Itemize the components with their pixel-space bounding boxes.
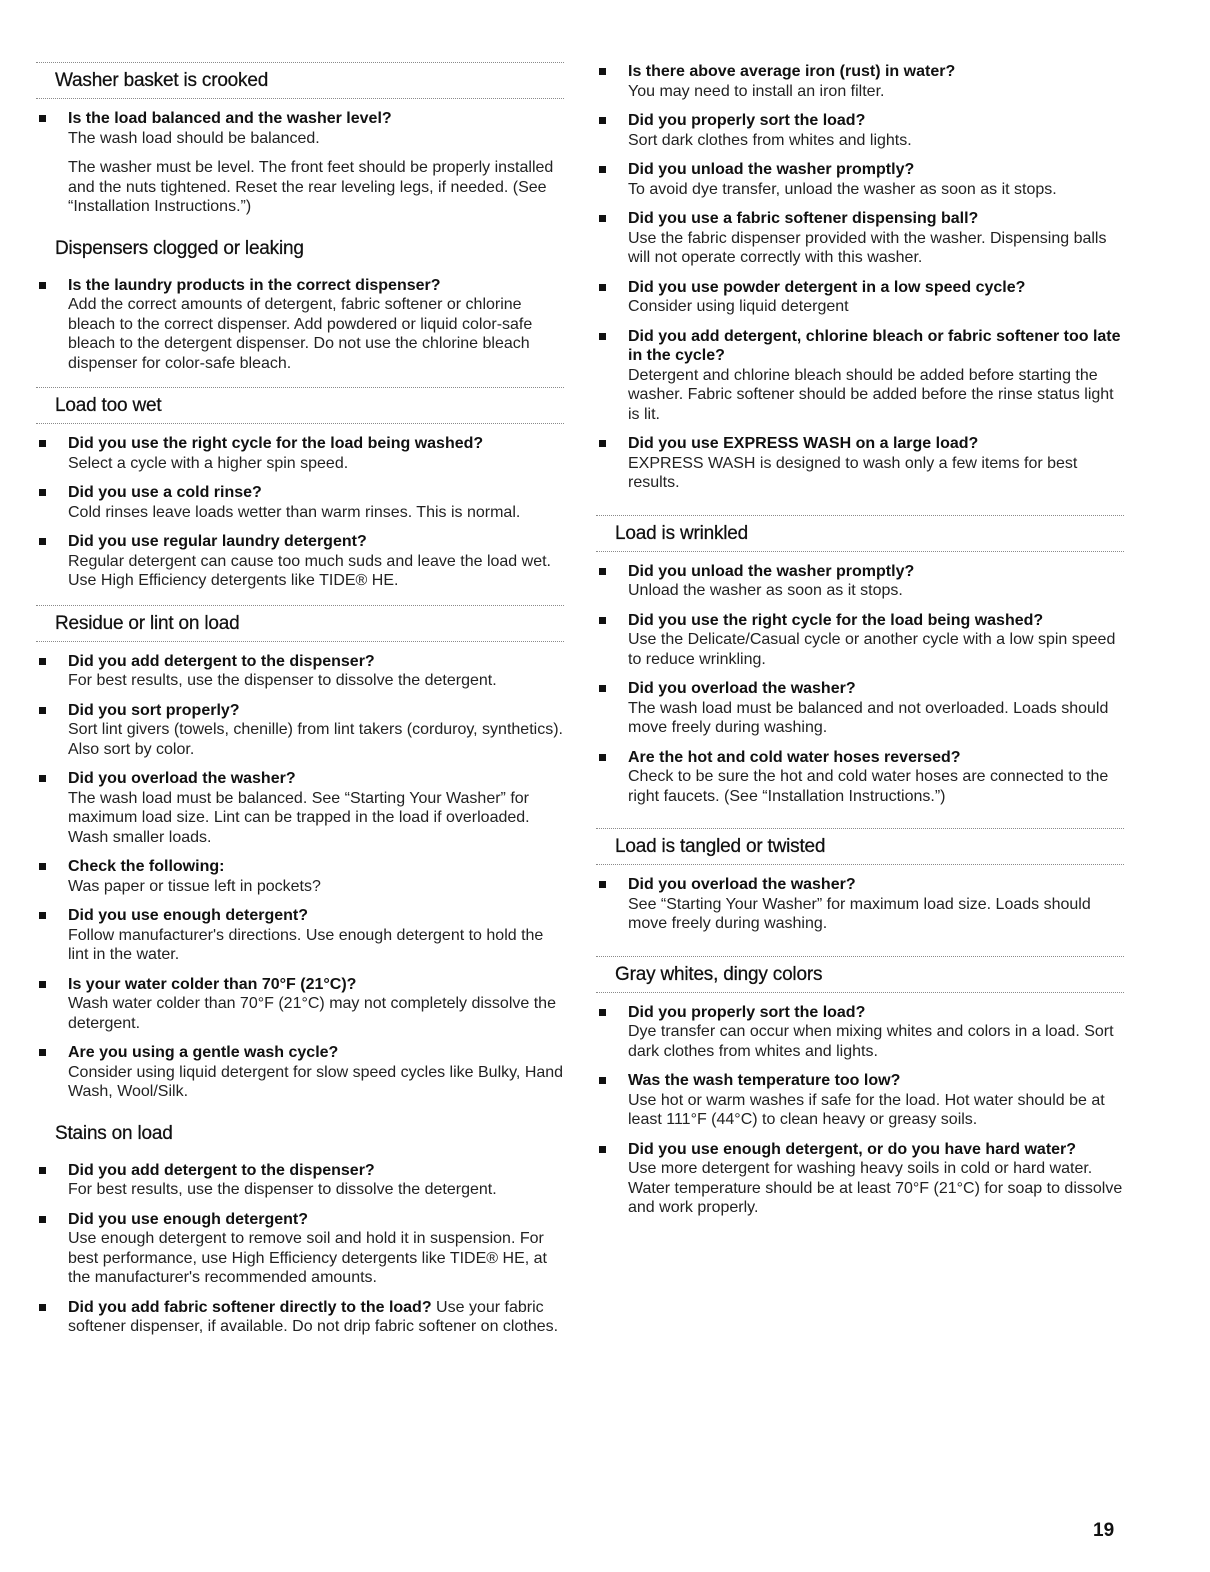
list-item xyxy=(596,111,1124,150)
question: Did you use powder detergent in a low speed cycle? xyxy=(628,278,1026,296)
answer: Use more detergent for washing heavy soils in cold or hard water. Water temperature should be at least 70°F (21°C) for soap to dissolve and work properly. xyxy=(628,1160,1123,1216)
square-bullet-icon xyxy=(599,754,606,761)
answer: For best results, use the dispenser to dissolve the detergent. xyxy=(68,1181,497,1198)
list-item xyxy=(36,906,564,965)
square-bullet-icon xyxy=(599,440,606,447)
list-item xyxy=(596,1140,1124,1218)
list-item xyxy=(596,327,1124,425)
list-item xyxy=(36,483,564,522)
question: Are the hot and cold water hoses reversed? xyxy=(628,748,961,766)
question: Are you using a gentle wash cycle? xyxy=(68,1044,339,1061)
square-bullet-icon xyxy=(599,68,606,75)
question: Did you sort properly? xyxy=(68,701,240,719)
question: Did you overload the washer? xyxy=(628,876,856,893)
answer: The wash load must be balanced. See “Starting Your Washer” for maximum load size. Lint can be trapped in the load if overloaded. Wash smaller loads. xyxy=(68,789,530,846)
section-dispensers-clogged xyxy=(36,231,564,374)
square-bullet-icon xyxy=(599,333,606,340)
square-bullet-icon xyxy=(39,1216,46,1223)
answer: Was paper or tissue left in pockets? xyxy=(68,877,321,895)
list-item xyxy=(36,1210,564,1288)
answer: See “Starting Your Washer” for maximum load size. Loads should move freely during washing. xyxy=(628,895,1091,932)
list-item xyxy=(36,276,564,374)
square-bullet-icon xyxy=(599,117,606,124)
list-item xyxy=(36,434,564,473)
answer: Dye transfer can occur when mixing whites and colors in a load. Sort dark clothes from whites and lights. xyxy=(628,1023,1114,1060)
answer: Add the correct amounts of detergent, fabric softener or chlorine bleach to the correct dispenser. Add powdered or liquid color-safe bleach to the detergent dispenser. Do not use the chlorine bleach dispenser for color-safe bleach. xyxy=(68,296,533,372)
square-bullet-icon xyxy=(599,284,606,291)
question: Is the load balanced and the washer level? xyxy=(68,110,392,127)
answer: Consider using liquid detergent for slow speed cycles like Bulky, Hand Wash, Wool/Silk. xyxy=(68,1063,564,1100)
answer-note: The washer must be level. The front feet should be properly installed and the nuts tightened. Reset the rear leveling legs, if needed. (See “Installation Instructions.”) xyxy=(68,159,554,215)
question: Did you use enough detergent? xyxy=(68,1210,309,1228)
section-title: Load is wrinkled xyxy=(596,515,1124,552)
section-load-wrinkled xyxy=(596,515,1124,807)
square-bullet-icon xyxy=(599,1009,606,1016)
question: Did you overload the washer? xyxy=(628,680,856,697)
list-item xyxy=(36,1161,564,1200)
square-bullet-icon xyxy=(599,881,606,888)
list-item xyxy=(36,857,564,896)
list-item xyxy=(36,1298,564,1337)
question: Is there above average iron (rust) in water? xyxy=(628,63,956,80)
question: Did you use regular laundry detergent? xyxy=(68,533,367,550)
question: Did you add fabric softener directly to the load? xyxy=(68,1298,432,1316)
page-number: 19 xyxy=(1093,1520,1115,1541)
answer: Select a cycle with a higher spin speed. xyxy=(68,454,349,472)
square-bullet-icon xyxy=(599,1146,606,1153)
list-item xyxy=(36,769,564,847)
answer: Use the Delicate/Casual cycle or another cycle with a low spin speed to reduce wrinkling. xyxy=(628,631,1116,668)
answer: Use the fabric dispenser provided with the washer. Dispensing balls will not operate correctly with this washer. xyxy=(628,229,1107,266)
square-bullet-icon xyxy=(39,1167,46,1174)
list-item xyxy=(596,160,1124,199)
section-title: Load too wet xyxy=(36,387,564,424)
section-title: Dispensers clogged or leaking xyxy=(55,237,304,259)
list-item xyxy=(596,748,1124,807)
question: Did you properly sort the load? xyxy=(628,1003,866,1021)
list-item xyxy=(36,652,564,691)
square-bullet-icon xyxy=(599,685,606,692)
section-residue-lint xyxy=(36,605,564,1102)
square-bullet-icon xyxy=(599,568,606,575)
list-item xyxy=(596,209,1124,268)
section-title: Stains on load xyxy=(55,1122,173,1144)
list-item xyxy=(36,975,564,1034)
question: Did you use the right cycle for the load being washed? xyxy=(628,611,1044,629)
question: Did you add detergent to the dispenser? xyxy=(68,1161,375,1179)
question: Did you use a cold rinse? xyxy=(68,484,262,501)
square-bullet-icon xyxy=(39,1049,46,1056)
list-item xyxy=(36,109,564,217)
square-bullet-icon xyxy=(599,215,606,222)
answer: Detergent and chlorine bleach should be added before starting the washer. Fabric softener should be added before the rinse status light is lit. xyxy=(628,366,1114,423)
question: Did you use the right cycle for the load being washed? xyxy=(68,435,484,452)
answer: You may need to install an iron filter. xyxy=(628,82,885,100)
answer: To avoid dye transfer, unload the washer as soon as it stops. xyxy=(628,180,1057,198)
square-bullet-icon xyxy=(39,440,46,447)
square-bullet-icon xyxy=(39,115,46,122)
answer: Sort dark clothes from whites and lights. xyxy=(628,131,912,149)
section-title: Load is tangled or twisted xyxy=(596,828,1124,865)
answer: Use enough detergent to remove soil and hold it in suspension. For best performance, use High Efficiency detergents like TIDE® HE, at the manufacturer's recommended amounts. xyxy=(68,1230,547,1286)
question: Is your water colder than 70°F (21°C)? xyxy=(68,975,357,993)
section-gray-whites xyxy=(596,956,1124,1218)
list-item xyxy=(596,611,1124,670)
list-item xyxy=(36,532,564,591)
section-title: Gray whites, dingy colors xyxy=(596,956,1124,993)
list-item xyxy=(596,875,1124,934)
square-bullet-icon xyxy=(599,1077,606,1084)
section-title: Washer basket is crooked xyxy=(36,62,564,99)
section-load-too-wet xyxy=(36,387,564,591)
square-bullet-icon xyxy=(39,912,46,919)
left-column xyxy=(36,62,564,1351)
list-item xyxy=(596,679,1124,738)
list-item xyxy=(36,1043,564,1102)
square-bullet-icon xyxy=(39,1304,46,1311)
section-stains-on-load xyxy=(36,1116,564,1337)
list-item xyxy=(596,434,1124,493)
section-load-tangled xyxy=(596,828,1124,934)
answer: Regular detergent can cause too much suds and leave the load wet. Use High Efficiency detergents like TIDE® HE. xyxy=(68,552,551,589)
answer: EXPRESS WASH is designed to wash only a few items for best results. xyxy=(628,454,1078,491)
square-bullet-icon xyxy=(39,489,46,496)
answer: Check to be sure the hot and cold water hoses are connected to the right faucets. (See “Installation Instructions.”) xyxy=(628,768,1109,805)
question: Did you properly sort the load? xyxy=(628,112,866,129)
answer: Use your fabric softener dispenser, if available. Do not drip fabric softener on clothes. xyxy=(68,1298,559,1335)
list-item xyxy=(596,62,1124,101)
list-item xyxy=(596,1071,1124,1130)
question: Did you use enough detergent? xyxy=(68,907,309,924)
question: Did you unload the washer promptly? xyxy=(628,562,915,580)
list-item xyxy=(596,278,1124,317)
question: Did you add detergent, chlorine bleach or fabric softener too late in the cycle? xyxy=(628,327,1121,364)
square-bullet-icon xyxy=(599,166,606,173)
question: Did you use a fabric softener dispensing ball? xyxy=(628,210,979,227)
question: Check the following: xyxy=(68,858,225,875)
square-bullet-icon xyxy=(39,863,46,870)
square-bullet-icon xyxy=(39,282,46,289)
section-washer-basket-crooked xyxy=(36,62,564,217)
question: Did you use enough detergent, or do you have hard water? xyxy=(628,1140,1077,1158)
right-column xyxy=(596,62,1124,1232)
list-item xyxy=(36,701,564,760)
list-item xyxy=(596,1003,1124,1062)
question: Is the laundry products in the correct dispenser? xyxy=(68,276,441,294)
square-bullet-icon xyxy=(39,658,46,665)
section-continued-items xyxy=(596,62,1124,493)
answer: Unload the washer as soon as it stops. xyxy=(628,582,903,599)
square-bullet-icon xyxy=(39,775,46,782)
question: Did you overload the washer? xyxy=(68,770,296,787)
answer: The wash load must be balanced and not overloaded. Loads should move freely during washing. xyxy=(628,699,1109,736)
answer: Follow manufacturer's directions. Use enough detergent to hold the lint in the water. xyxy=(68,926,544,963)
answer: Use hot or warm washes if safe for the load. Hot water should be at least 111°F (44°C) to clean heavy or greasy soils. xyxy=(628,1091,1105,1128)
square-bullet-icon xyxy=(599,617,606,624)
question: Did you unload the washer promptly? xyxy=(628,161,915,178)
answer: The wash load should be balanced. xyxy=(68,129,320,147)
square-bullet-icon xyxy=(39,981,46,988)
answer: Wash water colder than 70°F (21°C) may not completely dissolve the detergent. xyxy=(68,995,556,1032)
question: Did you use EXPRESS WASH on a large load? xyxy=(628,435,979,452)
answer: Sort lint givers (towels, chenille) from lint takers (corduroy, synthetics). Also sort by color. xyxy=(68,721,563,758)
square-bullet-icon xyxy=(39,707,46,714)
answer: For best results, use the dispenser to dissolve the detergent. xyxy=(68,672,497,689)
question: Was the wash temperature too low? xyxy=(628,1072,901,1089)
answer: Cold rinses leave loads wetter than warm rinses. This is normal. xyxy=(68,503,521,521)
section-title: Residue or lint on load xyxy=(36,605,564,642)
question: Did you add detergent to the dispenser? xyxy=(68,652,375,670)
list-item xyxy=(596,562,1124,601)
square-bullet-icon xyxy=(39,538,46,545)
answer: Consider using liquid detergent xyxy=(628,298,849,315)
